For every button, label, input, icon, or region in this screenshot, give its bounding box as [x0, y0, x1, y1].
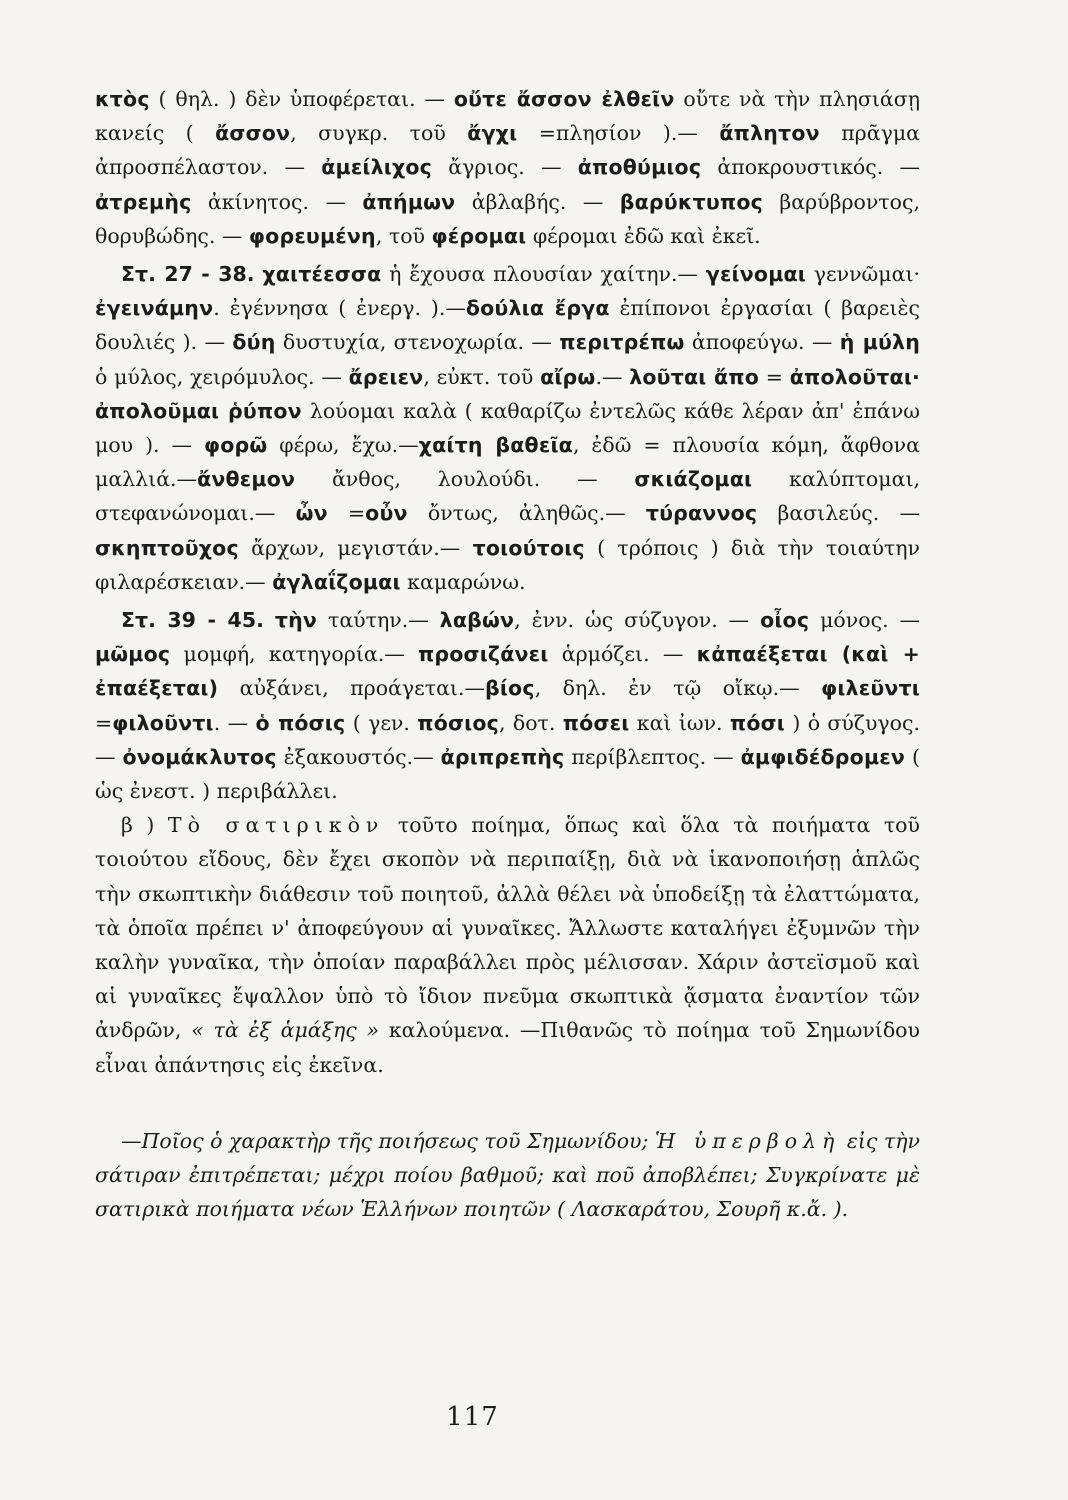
- headword: ἀγλαΐζομαι: [272, 569, 401, 594]
- definition-text: ( γεν.: [345, 710, 418, 735]
- headword: βίος: [485, 676, 535, 701]
- commentary-text: καλούμενα. —Πιθανῶς τὸ ποίημα τοῦ Σημωνίδου εἶναι ἀπάντησις εἰς ἐκεῖνα.: [95, 1018, 920, 1077]
- definition-text: ἀποφεύγω. —: [684, 330, 840, 355]
- headword: λαβών: [439, 608, 515, 633]
- study-questions: [95, 1124, 920, 1227]
- definition-text: μόνος. —: [809, 608, 921, 633]
- headword: πόσι: [729, 710, 785, 735]
- headword: οἶος: [760, 608, 810, 633]
- definition-text: , ἐδῶ = πλουσία κόμη, ἄφθονα μαλλιά.—: [95, 433, 920, 492]
- headword: ἀπολοῦται· ἀπολοῦμαι ῥύπον: [95, 364, 920, 423]
- definition-text: ( θηλ. ) δὲν ὑποφέρεται. —: [149, 87, 454, 111]
- definition-text: γεννῶμαι·: [805, 262, 920, 287]
- headword: τὴν: [274, 608, 318, 633]
- headword: περιτρέπω: [559, 330, 685, 355]
- definition-text: , δηλ. ἐν τῷ οἴκῳ.—: [534, 676, 822, 701]
- definition-text: μομφή, κατηγορία.—: [170, 642, 418, 667]
- definition-text: φέρω, ἔχω.—: [267, 433, 419, 458]
- headword: τύραννος: [645, 501, 758, 526]
- commentary-paragraph: [95, 808, 920, 1082]
- glossary-paragraph-intro: [95, 82, 920, 253]
- definition-text: ) ὁ σύζυγος.—: [95, 710, 921, 769]
- definition-text: ἀποκρουστικός. —: [701, 155, 920, 180]
- headword: αἴρω: [540, 364, 596, 389]
- definition-text: , εὐκτ. τοῦ: [423, 364, 541, 389]
- headword: οὔτε ἄσσον ἐλθεῖν: [453, 87, 675, 111]
- verse-range-label: Στ. 39 - 45.: [121, 608, 264, 633]
- question-text: —Ποῖος ὁ χαρακτὴρ τῆς ποιήσεως τοῦ Σημωνίδου;: [121, 1128, 655, 1153]
- definition-text: ἀκίνητος. —: [191, 189, 363, 214]
- headword: οὖν: [365, 501, 408, 526]
- definition-text: ἄρχων, μεγιστάν.—: [238, 535, 473, 560]
- definition-text: αὐξάνει, προάγεται.—: [218, 676, 485, 701]
- headword: ἀπήμων: [362, 189, 456, 214]
- definition-text: βασιλεύς. —: [757, 501, 920, 526]
- headword: λοῦται ἄπο: [629, 364, 760, 389]
- headword: ἀμείλιχος: [321, 155, 433, 180]
- definition-text: , ἐνν. ὡς σύζυγον. —: [514, 608, 761, 633]
- definition-text: . ἐγέννησα ( ἐνεργ. ).—: [213, 296, 466, 321]
- definition-text: καὶ ἰων.: [629, 710, 730, 735]
- page-number: 117: [446, 1402, 499, 1432]
- headword: φορευμένη: [248, 223, 376, 248]
- headword: δούλια ἔργα: [465, 296, 610, 321]
- definition-text: ἁρμόζει. —: [548, 642, 697, 667]
- definition-text: ἄγριος. —: [432, 155, 578, 180]
- headword: κἀπαέξεται (καὶ + ἐπαέξεται): [95, 642, 920, 701]
- definition-text: βαρύβροντος, θορυβώδης. —: [95, 189, 920, 248]
- headword: ὀνομάκλυτος: [122, 744, 277, 769]
- question-text: εἰς τὴν σάτιραν ἐπιτρέπεται; μέχρι ποίου βαθμοῦ; καὶ ποῦ ἀποβλέπει; Συγκρίνατε μὲ σατιρικὰ ποιήματα νέων Ἑλλήνων ποιητῶν ( Λασκαράτου, Σουρῆ κ.ἄ. ).: [95, 1128, 921, 1222]
- definition-text: ἀβλαβής. —: [455, 189, 620, 214]
- quoted-title: « τὰ ἐξ ἁμάξης »: [191, 1018, 380, 1043]
- headword: κτὸς: [95, 87, 150, 111]
- definition-text: =: [759, 364, 790, 389]
- definition-text: οὔτε νὰ τὴν πλησιάσῃ κανείς (: [95, 87, 920, 146]
- headword: βαρύκτυπος: [619, 189, 763, 214]
- headword: δύη: [232, 330, 276, 355]
- headword: χαιτέεσσα: [262, 262, 382, 287]
- headword: τοιούτοις: [472, 535, 585, 560]
- definition-text: =: [95, 710, 113, 735]
- definition-text: ἡ ἔχουσα πλουσίαν χαίτην.—: [381, 262, 706, 287]
- headword: χαίτη βαθεῖα: [418, 433, 573, 458]
- definition-text: , τοῦ: [375, 223, 432, 248]
- headword: ἐγεινάμην: [95, 296, 214, 321]
- headword: φορῶ: [203, 433, 268, 458]
- headword: ἄγχι: [467, 121, 518, 146]
- definition-text: καμαρώνω.: [400, 569, 526, 594]
- headword: ἀποθύμιος: [577, 155, 702, 180]
- commentary-text: τοῦτο ποίημα, ὅπως καὶ ὅλα τὰ ποιήματα τοῦ τοιούτου εἴδους, δὲν ἔχει σκοπὸν νὰ περιπαίξῃ, διὰ νὰ ἱκανοποιήσῃ ἁπλῶς τὴν σκωπτικὴν διάθεσιν τοῦ ποιητοῦ, ἀλλὰ θέλει νὰ ὑποδείξῃ τὰ ἐλαττώματα, τὰ ὁποῖα πρέπει ν' ἀποφεύγουν αἱ γυναῖκες. Ἄλλωστε καταλήγει ἐξυμνῶν τὴν καλὴν γυναῖκα, τὴν ὁποίαν παραβάλλει πρὸς μέλισσαν. Χάριν ἀστεϊσμοῦ καὶ αἱ γυναῖκες ἔψαλλον ὑπὸ τὸ ἴδιον πνεῦμα σκωπτικὰ ᾄσματα ἐναντίον τῶν ἀνδρῶν,: [95, 813, 920, 1043]
- definition-text: ἐξακουστός.—: [276, 744, 441, 769]
- headword: ἄσσον: [215, 121, 291, 146]
- headword: πόσιος: [417, 710, 499, 735]
- definition-text: =: [327, 501, 366, 526]
- definition-text: περίβλεπτος. —: [564, 744, 741, 769]
- definition-text: πρᾶγμα ἀπροσπέλαστον. —: [95, 121, 920, 180]
- headword: ἀριπρεπὴς: [440, 744, 565, 769]
- headword: σκηπτοῦχος: [95, 535, 239, 560]
- definition-text: ( ὡς ἐνεστ. ) περιβάλλει.: [95, 744, 920, 804]
- definition-text: .—: [595, 364, 630, 389]
- definition-text: λούομαι καλὰ ( καθαρίζω ἐντελῶς κάθε λέραν ἀπ' ἐπάνω μου ). —: [95, 398, 921, 458]
- spaced-emphasis: Ἡ ὑπερβολὴ: [654, 1128, 841, 1153]
- verse-range-label: Στ. 27 - 38.: [121, 262, 255, 287]
- headword: ἀμφιδέδρομεν: [740, 744, 906, 769]
- spaced-emphasis: Τὸ σατιρικὸν: [167, 813, 385, 838]
- headword: ὁ πόσις: [255, 710, 346, 735]
- definition-text: ὄντως, ἀληθῶς.—: [407, 501, 646, 526]
- headword: ἄνθεμον: [197, 467, 296, 492]
- headword: ἀτρεμὴς: [95, 189, 192, 214]
- definition-text: , συγκρ. τοῦ: [290, 121, 468, 146]
- definition-text: ἄνθος, λουλούδι. —: [295, 467, 635, 492]
- definition-text: ὁ μύλος, χειρόμυλος. —: [95, 364, 349, 389]
- definition-text: =πλησίον ).—: [517, 121, 720, 146]
- headword: ἄπλητον: [719, 121, 820, 146]
- headword: φέρομαι: [431, 223, 527, 248]
- section-label: β ): [121, 813, 168, 838]
- definition-text: ( τρόποις ) διὰ τὴν τοιαύτην φιλαρέσκειαν.—: [95, 535, 920, 594]
- spacer-text: [264, 608, 275, 632]
- definition-text: ἐπίπονοι ἐργασίαι ( βαρειὲς δουλιές ). —: [95, 296, 921, 355]
- definition-text: . —: [213, 710, 256, 735]
- definition-text: φέρομαι ἐδῶ καὶ ἐκεῖ.: [526, 223, 761, 248]
- definition-text: ταύτην.—: [317, 608, 440, 633]
- headword: μῶμος: [95, 642, 171, 667]
- definition-text: δυστυχία, στενοχωρία. —: [275, 330, 560, 355]
- definition-text: καλύπτομαι, στεφανώνομαι.—: [95, 467, 920, 526]
- headword: ὦν: [295, 501, 328, 526]
- glossary-paragraph-verses-39-45: [95, 603, 920, 808]
- headword: ἄρειεν: [348, 364, 424, 389]
- headword: φιλεῦντι: [821, 676, 920, 701]
- definition-text: , δοτ.: [498, 710, 563, 735]
- headword: σκιάζομαι: [634, 467, 753, 492]
- headword: γείνομαι: [705, 262, 806, 287]
- headword: ἡ μύλη: [839, 330, 920, 355]
- glossary-paragraph-verses-27-38: [95, 257, 920, 599]
- headword: πόσει: [562, 710, 630, 735]
- headword: προσιζάνει: [417, 642, 549, 667]
- headword: φιλοῦντι: [112, 710, 214, 735]
- page-body: [95, 82, 920, 1227]
